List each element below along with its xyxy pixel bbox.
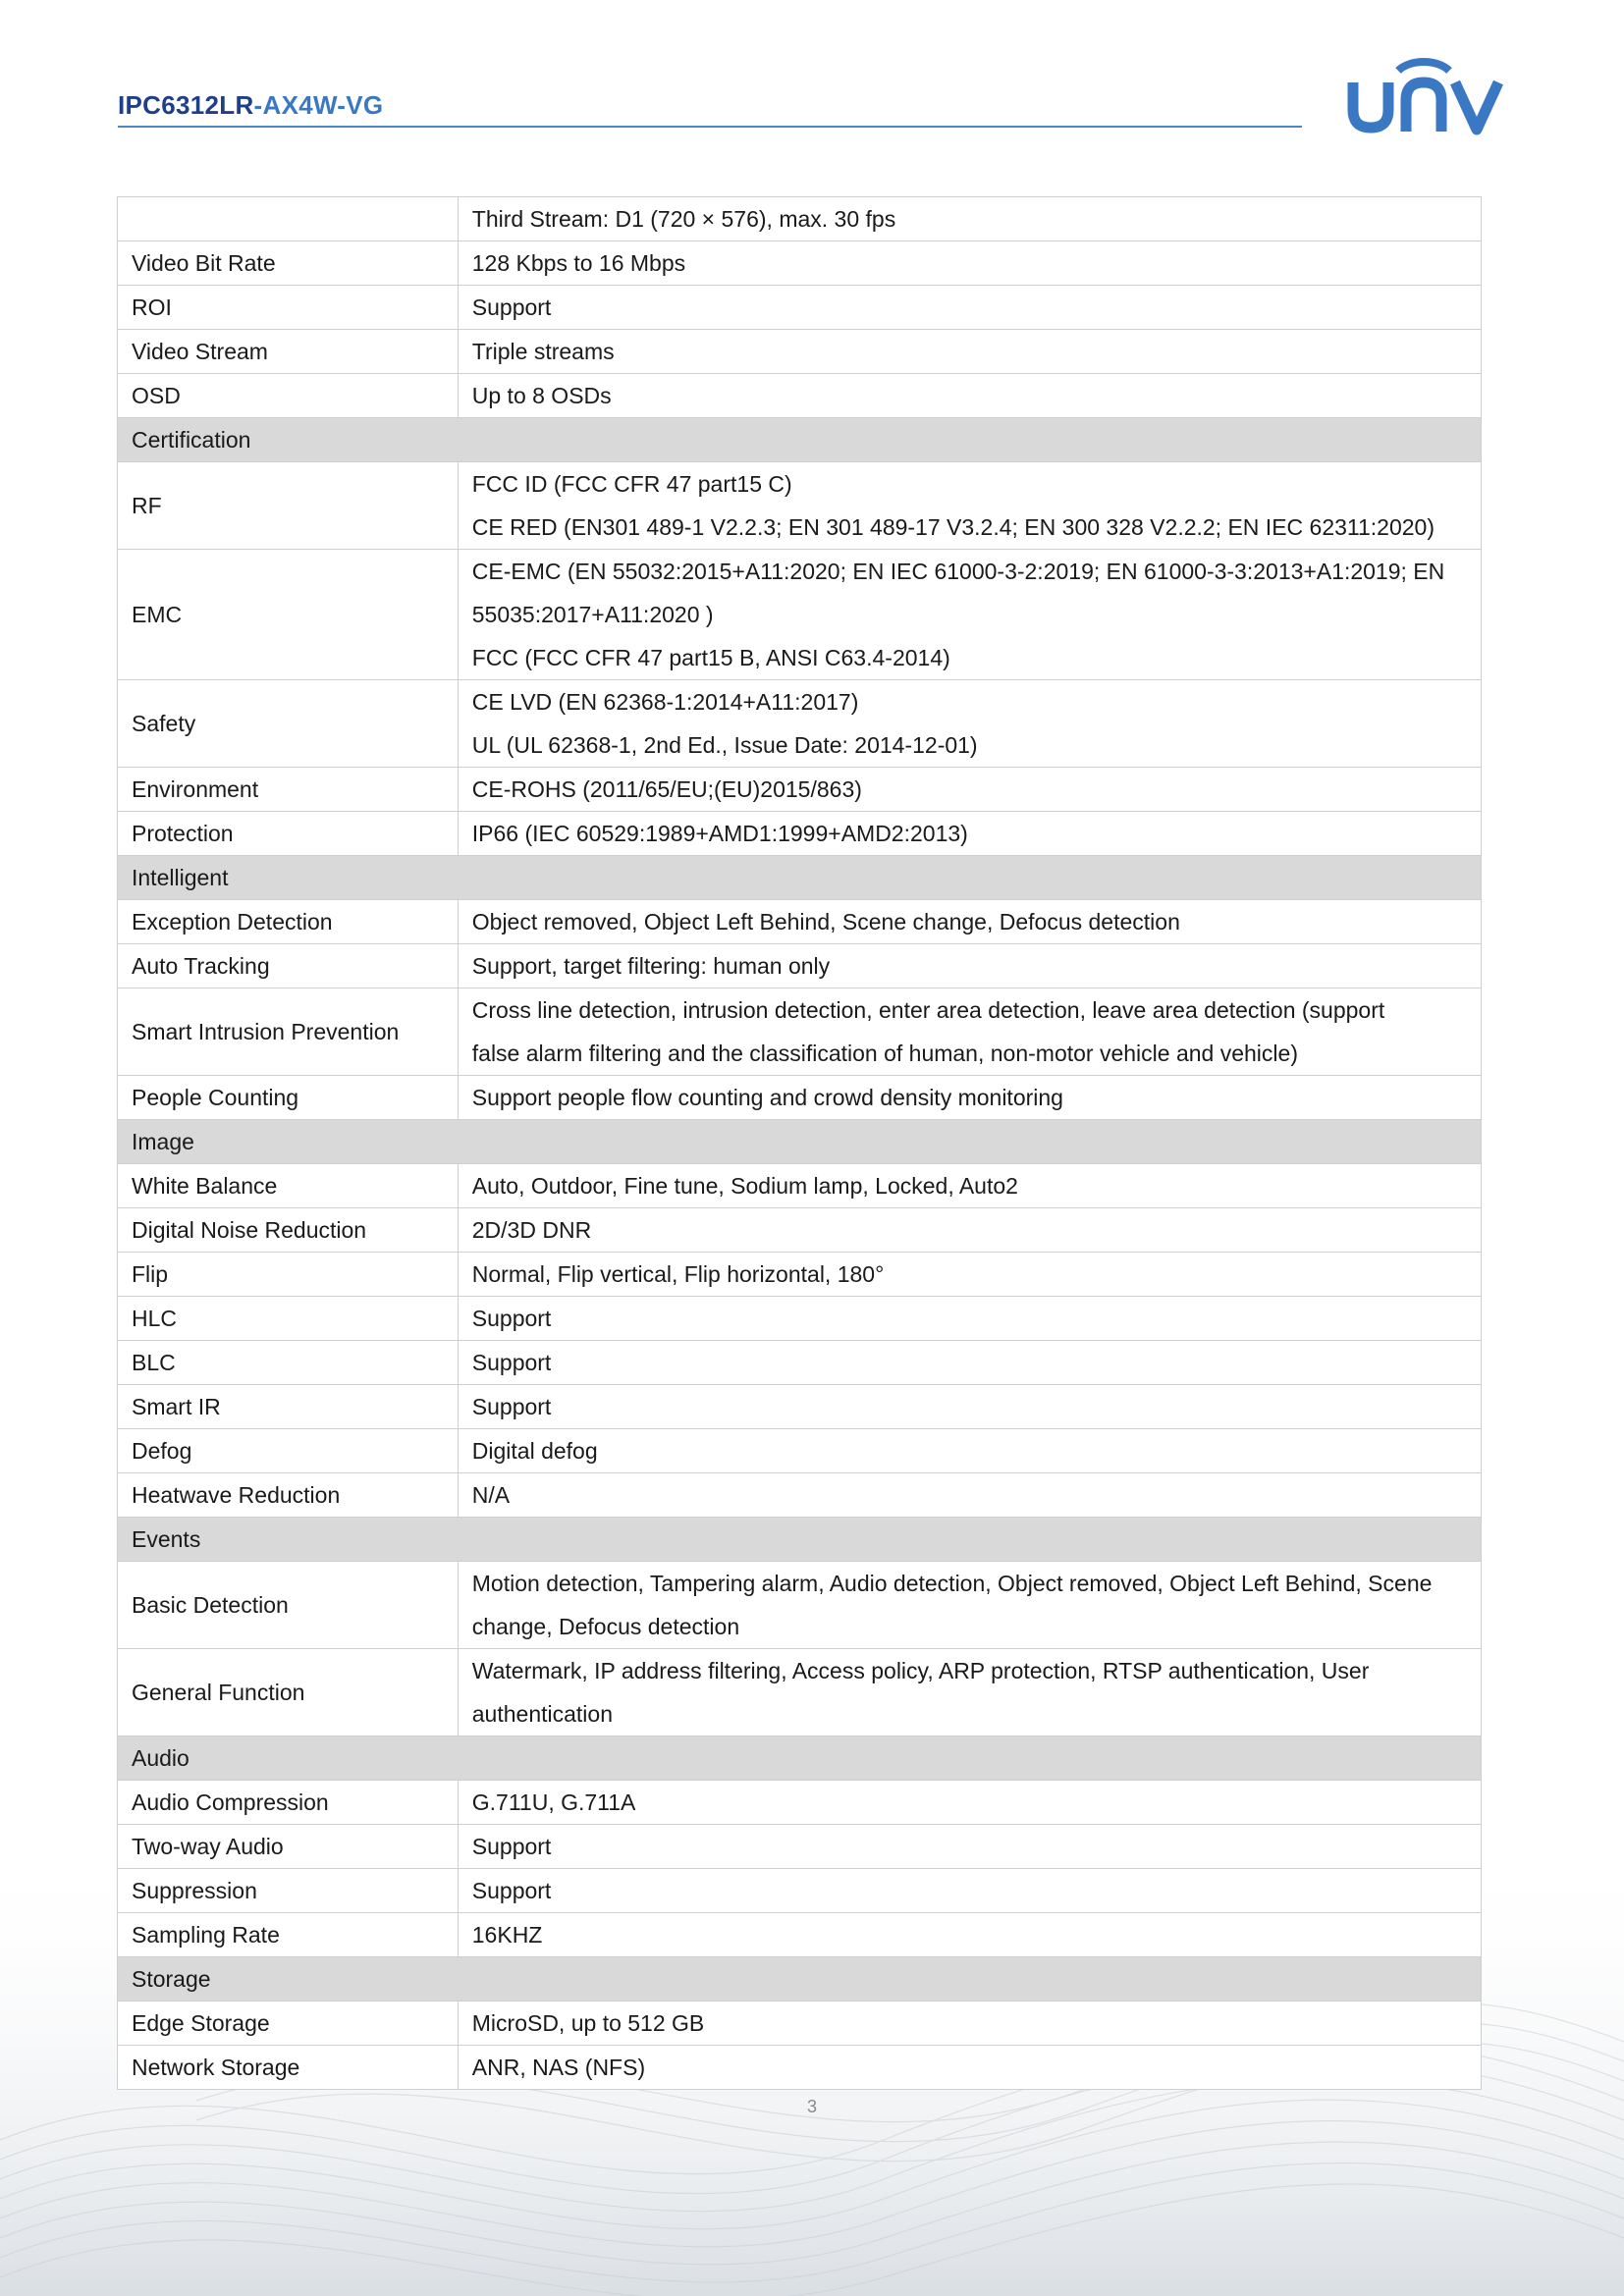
- spec-value-line: UL (UL 62368-1, 2nd Ed., Issue Date: 2014-12-01): [471, 732, 978, 758]
- spec-value-line: Support: [471, 1350, 552, 1375]
- table-row: [118, 900, 1482, 944]
- spec-value-line: 55035:2017+A11:2020 ): [471, 602, 714, 627]
- spec-label: Smart Intrusion Prevention: [118, 988, 459, 1076]
- spec-value-line: Support: [471, 1878, 552, 1903]
- spec-label: Defog: [118, 1429, 459, 1473]
- table-row: [118, 197, 1482, 241]
- spec-value: [458, 944, 1481, 988]
- spec-table-body: [118, 197, 1482, 2090]
- spec-label: BLC: [118, 1341, 459, 1385]
- model-title-part1: IPC6312LR: [118, 90, 254, 120]
- section-header-row: [118, 856, 1482, 900]
- table-row: [118, 768, 1482, 812]
- spec-value-line: CE LVD (EN 62368-1:2014+A11:2017): [471, 689, 859, 715]
- spec-value-line: Digital defog: [471, 1438, 598, 1464]
- spec-value: [458, 1297, 1481, 1341]
- spec-value-line: Third Stream: D1 (720 × 576), max. 30 fps: [471, 206, 896, 232]
- spec-value-line: Support: [471, 1306, 552, 1331]
- spec-label: [118, 197, 459, 241]
- section-header-row: [118, 418, 1482, 462]
- spec-value-line: Cross line detection, intrusion detection, enter area detection, leave area detection (support: [471, 997, 1385, 1023]
- model-title: [118, 90, 383, 121]
- spec-value: [458, 1562, 1481, 1649]
- header-rule: [118, 126, 1302, 128]
- spec-value: [458, 286, 1481, 330]
- section-header-row: [118, 1736, 1482, 1781]
- spec-value-line: N/A: [471, 1482, 511, 1508]
- spec-value: [458, 374, 1481, 418]
- spec-value: [458, 1385, 1481, 1429]
- spec-value-line: 2D/3D DNR: [471, 1217, 592, 1243]
- spec-value: [458, 1649, 1481, 1736]
- spec-value: [458, 768, 1481, 812]
- table-row: [118, 1649, 1482, 1736]
- table-row: [118, 1341, 1482, 1385]
- spec-value-line: Support: [471, 1394, 552, 1419]
- section-title: Certification: [118, 418, 1482, 462]
- spec-label: Flip: [118, 1253, 459, 1297]
- table-row: [118, 1825, 1482, 1869]
- table-row: [118, 680, 1482, 768]
- spec-value: [458, 197, 1481, 241]
- spec-label: Sampling Rate: [118, 1913, 459, 1957]
- spec-value: [458, 1164, 1481, 1208]
- spec-value-line: ANR, NAS (NFS): [471, 2055, 646, 2080]
- spec-label: HLC: [118, 1297, 459, 1341]
- spec-value-line: FCC (FCC CFR 47 part15 B, ANSI C63.4-2014): [471, 645, 950, 670]
- table-row: [118, 1429, 1482, 1473]
- spec-label: OSD: [118, 374, 459, 418]
- spec-value: [458, 1473, 1481, 1518]
- table-row: [118, 462, 1482, 550]
- spec-value-line: 128 Kbps to 16 Mbps: [471, 250, 686, 276]
- page-number: 3: [806, 2097, 817, 2116]
- spec-value-line: Support: [471, 1834, 552, 1859]
- spec-value-line: Up to 8 OSDs: [471, 383, 612, 408]
- spec-value-line: CE-EMC (EN 55032:2015+A11:2020; EN IEC 61000-3-2:2019; EN 61000-3-3:2013+A1:2019; EN: [471, 559, 1445, 584]
- spec-value: [458, 988, 1481, 1076]
- section-header-row: [118, 1518, 1482, 1562]
- spec-value-line: false alarm filtering and the classification of human, non-motor vehicle and vehicle): [471, 1041, 1298, 1066]
- table-row: [118, 1869, 1482, 1913]
- spec-value-line: MicroSD, up to 512 GB: [471, 2010, 705, 2036]
- spec-label: Exception Detection: [118, 900, 459, 944]
- spec-table: [117, 196, 1482, 2090]
- spec-label: Basic Detection: [118, 1562, 459, 1649]
- spec-value: [458, 1341, 1481, 1385]
- section-header-row: [118, 1120, 1482, 1164]
- spec-label: Video Bit Rate: [118, 241, 459, 286]
- table-row: [118, 2046, 1482, 2090]
- spec-label: Heatwave Reduction: [118, 1473, 459, 1518]
- spec-value-line: CE RED (EN301 489-1 V2.2.3; EN 301 489-17 V3.2.4; EN 300 328 V2.2.2; EN IEC 62311:2020): [471, 514, 1435, 540]
- spec-value-line: Support people flow counting and crowd density monitoring: [471, 1085, 1063, 1110]
- table-row: [118, 1253, 1482, 1297]
- spec-value-line: Watermark, IP address filtering, Access policy, ARP protection, RTSP authentication, User: [471, 1658, 1370, 1683]
- model-title-part2: -AX4W-VG: [253, 90, 384, 120]
- spec-value: [458, 1076, 1481, 1120]
- spec-value-line: Triple streams: [471, 339, 615, 364]
- spec-value: [458, 900, 1481, 944]
- spec-label: RF: [118, 462, 459, 550]
- section-title: Storage: [118, 1957, 1482, 2002]
- spec-label: Video Stream: [118, 330, 459, 374]
- spec-value-line: G.711U, G.711A: [471, 1789, 636, 1815]
- spec-label: People Counting: [118, 1076, 459, 1120]
- table-row: [118, 1473, 1482, 1518]
- section-title: Events: [118, 1518, 1482, 1562]
- section-header-row: [118, 1957, 1482, 2002]
- spec-label: Audio Compression: [118, 1781, 459, 1825]
- page-header: [118, 55, 1506, 143]
- spec-label: Suppression: [118, 1869, 459, 1913]
- spec-value-line: Motion detection, Tampering alarm, Audio detection, Object removed, Object Left Behind, Scene: [471, 1571, 1433, 1596]
- spec-label: Network Storage: [118, 2046, 459, 2090]
- spec-value-line: Support, target filtering: human only: [471, 953, 831, 979]
- spec-value: [458, 1781, 1481, 1825]
- spec-label: Digital Noise Reduction: [118, 1208, 459, 1253]
- spec-value: [458, 680, 1481, 768]
- table-row: [118, 550, 1482, 680]
- spec-value-line: Normal, Flip vertical, Flip horizontal, 180°: [471, 1261, 885, 1287]
- spec-label: Environment: [118, 768, 459, 812]
- unv-logo: [1345, 55, 1506, 137]
- spec-value: [458, 1429, 1481, 1473]
- table-row: [118, 1208, 1482, 1253]
- spec-value: [458, 812, 1481, 856]
- spec-label: White Balance: [118, 1164, 459, 1208]
- spec-label: Two-way Audio: [118, 1825, 459, 1869]
- table-row: [118, 330, 1482, 374]
- table-row: [118, 988, 1482, 1076]
- spec-value: [458, 1208, 1481, 1253]
- spec-value-line: authentication: [471, 1701, 613, 1727]
- spec-value-line: Support: [471, 294, 552, 320]
- spec-value-line: CE-ROHS (2011/65/EU;(EU)2015/863): [471, 776, 862, 802]
- spec-value: [458, 1253, 1481, 1297]
- spec-value: [458, 1869, 1481, 1913]
- table-row: [118, 1781, 1482, 1825]
- spec-label: ROI: [118, 286, 459, 330]
- spec-value: [458, 462, 1481, 550]
- spec-value: [458, 1913, 1481, 1957]
- table-row: [118, 1297, 1482, 1341]
- table-row: [118, 286, 1482, 330]
- table-row: [118, 812, 1482, 856]
- table-row: [118, 1913, 1482, 1957]
- spec-label: Auto Tracking: [118, 944, 459, 988]
- section-title: Intelligent: [118, 856, 1482, 900]
- spec-label: Smart IR: [118, 1385, 459, 1429]
- table-row: [118, 1562, 1482, 1649]
- table-row: [118, 1076, 1482, 1120]
- table-row: [118, 2002, 1482, 2046]
- table-row: [118, 241, 1482, 286]
- spec-label: EMC: [118, 550, 459, 680]
- spec-value: [458, 2002, 1481, 2046]
- spec-value-line: IP66 (IEC 60529:1989+AMD1:1999+AMD2:2013): [471, 821, 968, 846]
- spec-value: [458, 550, 1481, 680]
- section-title: Audio: [118, 1736, 1482, 1781]
- spec-value-line: Auto, Outdoor, Fine tune, Sodium lamp, Locked, Auto2: [471, 1173, 1018, 1199]
- spec-value: [458, 2046, 1481, 2090]
- table-row: [118, 374, 1482, 418]
- section-title: Image: [118, 1120, 1482, 1164]
- spec-label: Safety: [118, 680, 459, 768]
- table-row: [118, 944, 1482, 988]
- spec-value: [458, 330, 1481, 374]
- table-row: [118, 1164, 1482, 1208]
- spec-label: General Function: [118, 1649, 459, 1736]
- table-row: [118, 1385, 1482, 1429]
- spec-value-line: 16KHZ: [471, 1922, 543, 1948]
- spec-value-line: FCC ID (FCC CFR 47 part15 C): [471, 471, 792, 497]
- spec-value-line: change, Defocus detection: [471, 1614, 740, 1639]
- spec-value-line: Object removed, Object Left Behind, Scene change, Defocus detection: [471, 909, 1180, 934]
- spec-label: Protection: [118, 812, 459, 856]
- spec-value: [458, 241, 1481, 286]
- spec-value: [458, 1825, 1481, 1869]
- spec-label: Edge Storage: [118, 2002, 459, 2046]
